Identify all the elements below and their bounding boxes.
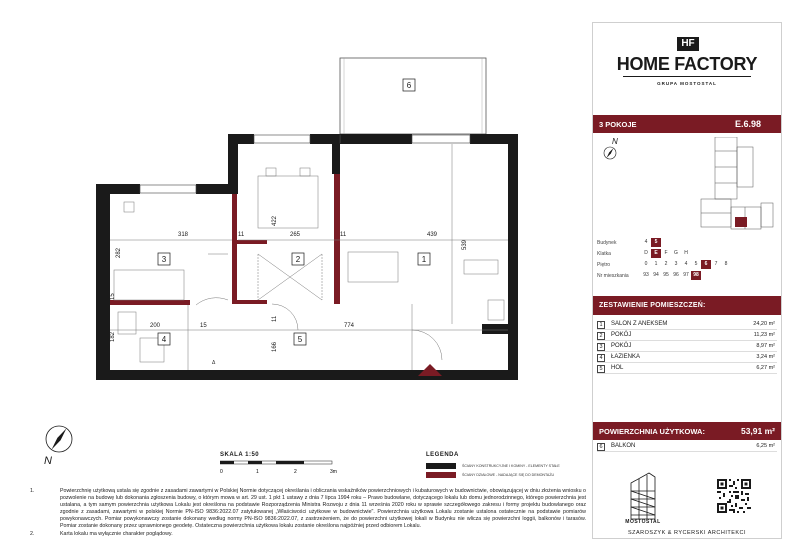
room-label-5: 5 bbox=[297, 335, 303, 344]
windows bbox=[140, 135, 470, 193]
dim-200: 200 bbox=[150, 323, 161, 329]
dim-11a: 11 bbox=[238, 232, 245, 238]
room-label-6: 6 bbox=[406, 81, 412, 90]
list-item: 4 ŁAZIENKA 3,24 m² bbox=[597, 352, 777, 363]
scale-title: SKALA 1:50 bbox=[220, 452, 260, 458]
footnote-2: 2. Karta lokalu ma wyłącznie charakter poglądowy. bbox=[30, 530, 173, 537]
legend-title: LEGENDA bbox=[426, 452, 459, 458]
brand-logo bbox=[593, 23, 781, 101]
qr-code-icon[interactable] bbox=[717, 479, 751, 513]
balcony-outline bbox=[340, 58, 486, 134]
compass-north-label: N bbox=[44, 455, 52, 467]
dim-182: 182 bbox=[110, 331, 116, 342]
dim-166: 166 bbox=[272, 341, 278, 352]
architects-credit: SZAROSZYK & RYCERSKI ARCHITEKCI bbox=[627, 530, 747, 536]
room-label-1: 1 bbox=[421, 255, 427, 264]
row-building: Budynek 4 5 bbox=[597, 237, 731, 248]
rooms-header: ZESTAWIENIE POMIESZCZEŃ: bbox=[593, 296, 781, 315]
apartment-card: 6 1 2 3 4 5 318 11 265 11 439 282 422 539 15 200 15 774 182 11 166 Δ N SKALA 1:50 0 1 2 3m LEGENDA ŚCIANY KONSTRUKCYJNE I KOMINY - ELEMENTY STAŁE ŚCIANY DZIAŁOWE - NADAJĄCE SIĘ DO DEMONTAŻU 1. Powierzchnię użytkową ustala się zgodnie z zasadami zawartymi w Polskiej Normie dotyczącej określania i obliczania wskaźników powierzchniowych i kubaturowych w budownictwie, obowiązującej w dniu złożenia wniosku o pozwolenie na budowę lub dokonania zgłoszenia budowy, o którym mowa w art. 29 ust. 1 pkt 1 ustawy z dnia 7 lipca 1994 roku – Prawo budowlane, dotyczącego lokalu lub domu jednorodzinnego, którego powierzchnia jest ustalana, a tym samym powierzchnia użytkowa Lokalu jest określona na podstawie Rozporządzenia Ministra Rozwoju z dnia 11 września 2020 roku w sprawie szczegółowego zakresu i formy projektu budowlanego oraz zgodnie z zasadami, zawartymi w polskiej Normie PN-ISO 9836:2022.07 zatytułowanej „Właściwości użytkowe w budownictwie". Powierzchnia użytkowa Lokalu zostanie ustalona ostatecznie na podstawie pomiarów powykonawczych. Pomiar powykonawczy zostanie dokonany według normy PN-ISO 9836:2022.07, z zastrzeżeniem, że do powierzchni użytkowej lokali w Budynku nie wlicza się powierzchni loggii, balkonów i tarasów. Pomiar zostanie dokonany przez uprawnionego geodetę. Ostateczna powierzchnia użytkowa lokalu zostanie określona najpóźniej przed odbiorem Lokalu. 2. Karta lokalu ma wyłącznie charakter poglądowy. HF HOME FACTORY GRUPA MOSTOSTAL 3 POKOJE E.6.98 N Budynek 4 5 Klatka D E F G H Piętro 0 1 2 3 4 5 6 7 8 Nr mieszkania 93 94 95 96 97 98 ZESTAWIENIE POMIESZCZEŃ: 1 SALON Z ANEKSEM 24,20 m² 2 POKÓJ 11,23 m² 3 POKÓJ 8,97 m² 4 ŁAZIENKA 3,24 m² 5 HOL 6,27 m² POWIERZCHNIA UŻYTKOWA: 53,91 m² 6 BALKON 6,25 m² MOSTOSTAL SZAROSZYK & RYCERSKI ARCHITEKCI bbox=[0, 0, 792, 559]
list-item: 5 HOL 6,27 m² bbox=[597, 363, 777, 374]
info-panel bbox=[592, 22, 782, 539]
apartment-header bbox=[593, 115, 781, 133]
door-label: Δ bbox=[212, 360, 216, 366]
scale-tick-2: 2 bbox=[294, 469, 297, 475]
row-staircase: Klatka D E F G H bbox=[597, 250, 688, 257]
room-label-2: 2 bbox=[295, 255, 301, 264]
dim-11c: 11 bbox=[272, 315, 278, 322]
apartment-code: E.6.98 bbox=[734, 119, 761, 129]
list-item: 3 POKÓJ 8,97 m² bbox=[597, 341, 777, 352]
list-item: 2 POKÓJ 11,23 m² bbox=[597, 330, 777, 341]
dim-265: 265 bbox=[290, 232, 301, 238]
row-floor: Piętro 0 1 2 3 4 5 6 7 8 bbox=[597, 261, 728, 268]
location-table bbox=[597, 237, 731, 281]
list-item: 1 SALON Z ANEKSEM 24,20 m² bbox=[597, 319, 777, 330]
dim-15a: 15 bbox=[110, 293, 116, 300]
dim-439: 439 bbox=[427, 232, 438, 238]
investor-label: MOSTOSTAL bbox=[625, 519, 661, 525]
compass-icon bbox=[44, 424, 74, 454]
rooms-count: 3 POKOJE bbox=[599, 120, 637, 129]
balcony-row: 6 BALKON 6,25 m² bbox=[597, 441, 777, 452]
room-list bbox=[597, 319, 777, 374]
scale-tick-1: 1 bbox=[256, 469, 259, 475]
dim-318: 318 bbox=[178, 232, 189, 238]
row-apartment-number: Nr mieszkania 93 94 95 96 97 98 bbox=[597, 270, 731, 281]
brand-name: HOME FACTORY bbox=[616, 54, 758, 74]
building-keymap bbox=[693, 137, 777, 233]
dim-282: 282 bbox=[116, 247, 122, 258]
mostostal-logo-icon bbox=[623, 469, 663, 523]
scale-tick-0: 0 bbox=[220, 469, 223, 475]
room-labels bbox=[158, 79, 430, 345]
scale-tick-3: 3m bbox=[330, 469, 337, 475]
room-label-4: 4 bbox=[161, 335, 167, 344]
total-area-value: 53,91 m² bbox=[740, 426, 775, 436]
room-label-3: 3 bbox=[161, 255, 167, 264]
total-area-label: POWIERZCHNIA UŻYTKOWA: bbox=[599, 427, 705, 436]
footnote-1: 1. Powierzchnię użytkową ustala się zgodnie z zasadami zawartymi w Polskiej Normie dotyczącej określania i obliczania wskaźników powierzchniowych i kubaturowych w budownictwie, obowiązującej w dniu złożenia wniosku o pozwolenie na budowę lub dokonania zgłoszenia budowy, o którym mowa w art. 29 ust. 1 pkt 1 ustawy z dnia 7 lipca 1994 roku – Prawo budowlane, dotyczącego lokalu lub domu jednorodzinnego, którego powierzchnia jest ustalana, a tym samym powierzchnia użytkowa Lokalu jest określona na podstawie Rozporządzenia Ministra Rozwoju z dnia 11 września 2020 roku w sprawie szczegółowego zakresu i formy projektu budowlanego oraz zgodnie z zasadami, zawartymi w polskiej Normie PN-ISO 9836:2022.07 zatytułowanej „Właściwości użytkowe w budownictwie". Powierzchnia użytkowa Lokalu zostanie ustalona ostatecznie na podstawie pomiarów powykonawczych. Pomiar powykonawczy zostanie dokonany według normy PN-ISO 9836:2022.07, z zastrzeżeniem, że do powierzchni użytkowej lokali w Budynku nie wlicza się powierzchni loggii, balkonów i tarasów. Pomiar zostanie dokonany przez uprawnionego geodetę. Ostateczna powierzchnia użytkowa lokalu zostanie określona najpóźniej przed odbiorem Lokalu. bbox=[30, 488, 586, 530]
footnotes bbox=[30, 488, 586, 538]
dim-539: 539 bbox=[462, 239, 468, 250]
dim-774: 774 bbox=[344, 323, 355, 329]
total-area-bar bbox=[593, 422, 781, 440]
dim-11b: 11 bbox=[340, 232, 347, 238]
scale-bar bbox=[220, 452, 370, 482]
compass-small-north-label: N bbox=[612, 137, 618, 146]
dim-15b: 15 bbox=[200, 323, 207, 329]
brand-subtitle: GRUPA MOSTOSTAL bbox=[657, 81, 717, 86]
logo-mark: HF bbox=[677, 37, 699, 51]
dim-422: 422 bbox=[272, 215, 278, 226]
compass-small-icon bbox=[603, 146, 617, 160]
